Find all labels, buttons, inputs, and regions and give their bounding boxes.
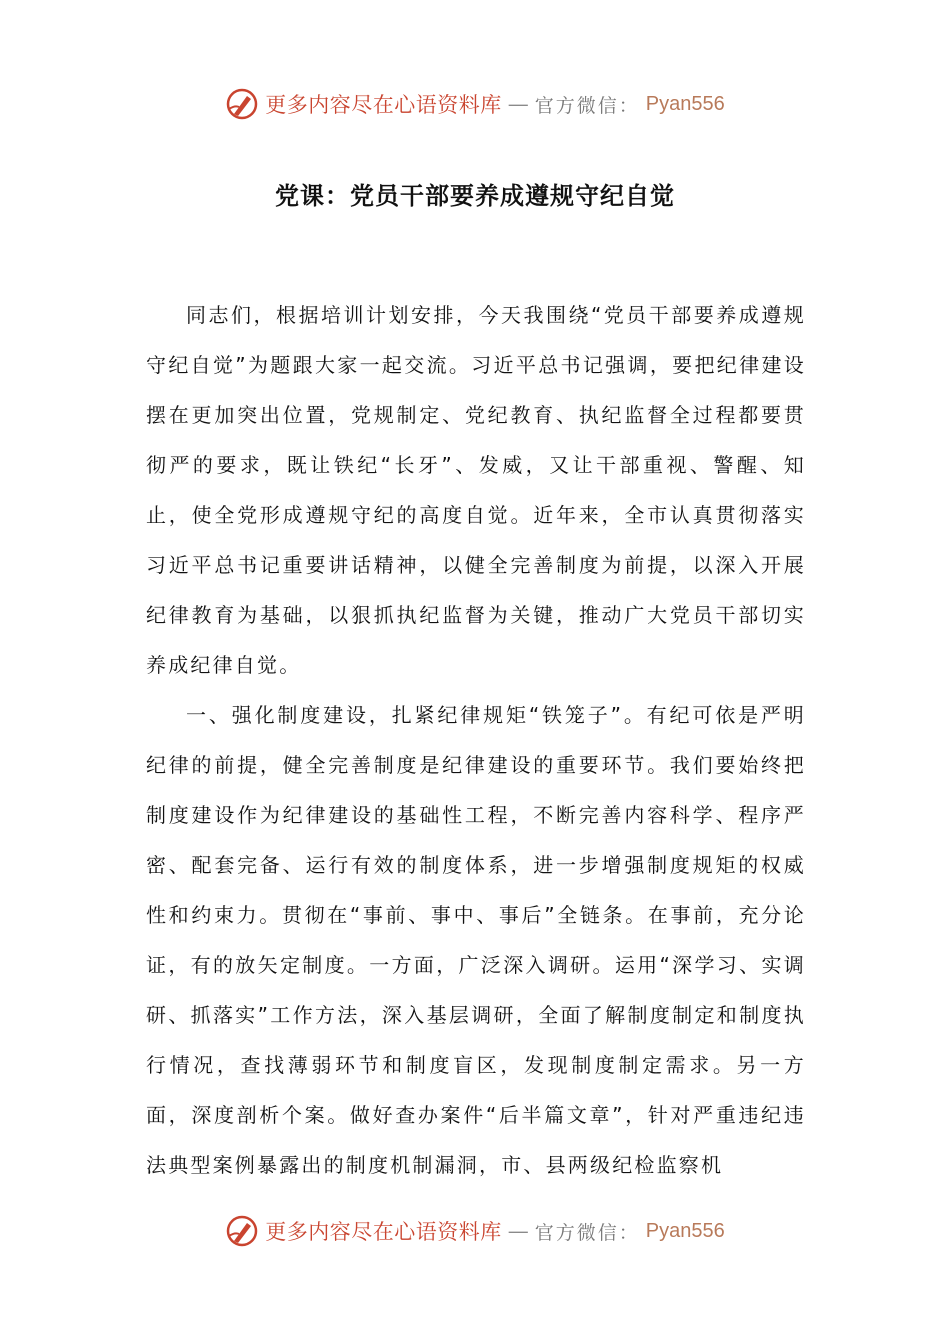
watermark-wechat-id: Pyan556 — [645, 92, 725, 115]
pen-nib-circle-icon — [225, 87, 259, 121]
watermark-dash: — — [507, 92, 529, 116]
body-paragraph-intro: 同志们，根据培训计划安排，今天我围绕“党员干部要养成遵规守纪自觉”为题跟大家一起交流。习近平总书记强调，要把纪律建设摆在更加突出位置，党规制定、党纪教育、执纪监督全过程都要贯彻严的要求，既让铁纪“长牙”、发威，又让干部重视、警醒、知止，使全党形成遵规守纪的高度自觉。近年来，全市认真贯彻落实习近平总书记重要讲话精神，以健全完善制度为前提，以深入开展纪律教育为基础，以狠抓执纪监督为关键，推动广大党员干部切实养成纪律自觉。 — [146, 303, 806, 677]
watermark-dash: — — [507, 1219, 529, 1243]
watermark-wechat-label: 官方微信： — [534, 1221, 640, 1244]
watermark-wechat-id: Pyan556 — [645, 1219, 725, 1242]
watermark-site-text: 更多内容尽在心语资料库 — [265, 1220, 502, 1244]
document-body — [146, 290, 806, 1190]
watermark-wechat-label: 官方微信： — [534, 94, 640, 117]
watermark-site-text: 更多内容尽在心语资料库 — [265, 93, 502, 117]
pen-nib-circle-icon — [225, 1214, 259, 1248]
watermark-banner-bottom — [0, 1211, 950, 1251]
body-paragraph-section-1: 一、强化制度建设，扎紧纪律规矩“铁笼子”。有纪可依是严明纪律的前提，健全完善制度是纪律建设的重要环节。我们要始终把制度建设作为纪律建设的基础性工程，不断完善内容科学、程序严密、配套完备、运行有效的制度体系，进一步增强制度规矩的权威性和约束力。贯彻在“事前、事中、事后”全链条。在事前，充分论证，有的放矢定制度。一方面，广泛深入调研。运用“深学习、实调研、抓落实”工作方法，深入基层调研，全面了解制度制定和制度执行情况，查找薄弱环节和制度盲区，发现制度制定需求。另一方面，深度剖析个案。做好查办案件“后半篇文章”，针对严重违纪违法典型案例暴露出的制度机制漏洞，市、县两级纪检监察机 — [146, 703, 806, 1177]
watermark-banner-top — [0, 84, 950, 124]
document-title: 党课：党员干部要养成遵规守纪自觉 — [275, 182, 675, 210]
